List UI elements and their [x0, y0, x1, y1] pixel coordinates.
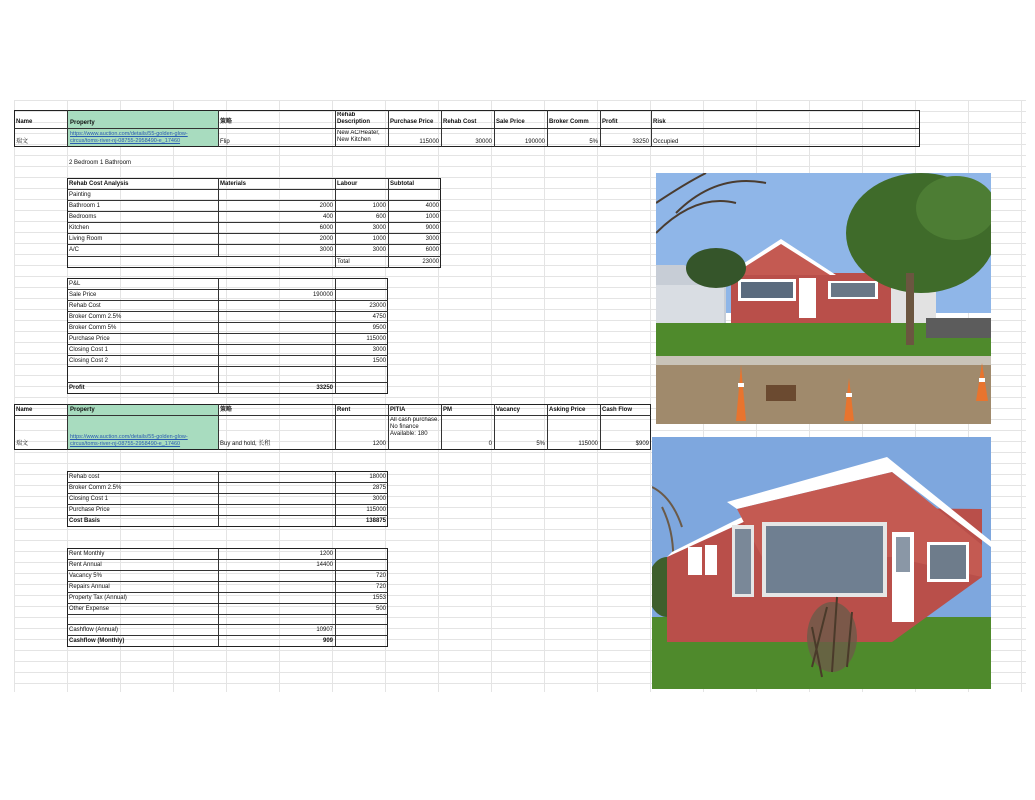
cashflow-row-label: Repairs Annual [69, 584, 110, 590]
flip-strategy: Flip [220, 139, 230, 145]
bedroom-note: 2 Bedroom 1 Bathroom [69, 160, 132, 166]
hold-header-name: Name [16, 407, 33, 413]
pl-title: P&L [69, 281, 81, 287]
rehab-item: Bedrooms [69, 214, 97, 220]
rehab-subtotal: 1000 [425, 214, 439, 220]
hold-name: 瑞文 [16, 441, 29, 447]
flip-purchase-price: 115000 [419, 139, 439, 145]
rehab-subtotal: 4000 [425, 203, 439, 209]
hold-cash-flow: $909 [635, 441, 649, 447]
house-side-photo [652, 437, 991, 689]
hold-header-cash-flow: Cash Flow [602, 407, 633, 413]
flip-risk: Occupied [653, 139, 679, 145]
flip-sale-price: 190000 [524, 139, 545, 145]
hold-header-rent: Rent [337, 407, 351, 413]
hold-pm: 0 [488, 441, 492, 447]
rehab-item: Painting [69, 192, 91, 198]
flip-header-profit: Profit [602, 119, 618, 125]
basis-row-value: 3000 [372, 496, 386, 502]
pl-profit-label: Profit [69, 385, 85, 391]
cashflow-annual-value: 10907 [316, 627, 333, 633]
hold-header-vacancy: Vacancy [496, 407, 521, 413]
rehab-header-materials: Materials [220, 181, 247, 187]
hold-header-asking-price: Asking Price [549, 407, 586, 413]
flip-header-risk: Risk [653, 119, 666, 125]
rehab-header-labour: Labour [337, 181, 358, 187]
rehab-header-subtotal: Subtotal [390, 181, 414, 187]
rehab-item: A/C [69, 247, 80, 253]
rehab-subtotal: 3000 [425, 236, 439, 242]
basis-total-label: Cost Basis [69, 518, 101, 524]
cashflow-row-label: Rent Annual [69, 562, 102, 568]
flip-header-broker-comm: Broker Comm [549, 119, 589, 125]
pl-row-value: 115000 [366, 336, 386, 342]
rehab-labour: 600 [375, 214, 386, 220]
flip-property-link[interactable]: https://www.auction.com/details/55-golden-glow-circus/toms-river-nj-08755-2958490-e_17460 [68, 129, 218, 146]
rehab-materials: 2000 [319, 203, 333, 209]
pl-row-value: 1500 [372, 358, 386, 364]
pl-row-label: Broker Comm 5% [69, 325, 117, 331]
hold-header-strategy: 策略 [220, 407, 233, 413]
cashflow-row-col2: 500 [375, 606, 386, 612]
rehab-total-label: Total [337, 259, 350, 265]
cashflow-row-col2: 1553 [372, 595, 386, 601]
rehab-item: Bathroom 1 [69, 203, 101, 209]
pl-row-label: Rehab Cost [69, 303, 101, 309]
hold-rent: 1200 [372, 441, 386, 447]
cashflow-row-col2: 720 [375, 573, 386, 579]
flip-header-rehab-cost: Rehab Cost [443, 119, 477, 125]
cashflow-annual-label: Cashflow (Annual) [69, 627, 119, 633]
cashflow-row-col2: 720 [375, 584, 386, 590]
rehab-labour: 3000 [372, 225, 386, 231]
rehab-item: Kitchen [69, 225, 90, 231]
rehab-item: Living Room [69, 236, 103, 242]
basis-row-value: 2875 [372, 485, 386, 491]
pl-row-value: 23000 [369, 303, 386, 309]
pl-profit-value: 33250 [316, 385, 333, 391]
pl-sale-price-value: 190000 [312, 292, 333, 298]
basis-row-label: Closing Cost 1 [69, 496, 109, 502]
hold-header-property: Property [68, 405, 218, 415]
hold-asking-price: 115000 [578, 441, 598, 447]
rehab-materials: 3000 [319, 247, 333, 253]
cashflow-monthly-value: 909 [322, 638, 333, 644]
rehab-total-value: 23000 [422, 259, 439, 265]
rehab-subtotal: 6000 [425, 247, 439, 253]
rehab-labour: 1000 [372, 236, 386, 242]
pl-row-label: Broker Comm 2.5% [69, 314, 122, 320]
cashflow-row-label: Vacancy 5% [69, 573, 102, 579]
cashflow-row-label: Other Expense [69, 606, 110, 612]
hold-header-pm: PM [443, 407, 452, 413]
cashflow-row-label: Rent Monthly [69, 551, 105, 557]
cashflow-row-col1: 14400 [316, 562, 333, 568]
hold-strategy: Buy and hold, 长租 [220, 441, 271, 447]
rehab-materials: 2000 [319, 236, 333, 242]
pl-row-label: Closing Cost 2 [69, 358, 109, 364]
pl-row-value: 3000 [372, 347, 386, 353]
basis-row-value: 18000 [369, 474, 386, 480]
pl-row-value: 4750 [372, 314, 386, 320]
house-front-photo [656, 173, 991, 424]
basis-row-label: Purchase Price [69, 507, 110, 513]
cashflow-row-col1: 1200 [319, 551, 333, 557]
rehab-labour: 3000 [372, 247, 386, 253]
hold-property-link[interactable]: https://www.auction.com/details/55-golden-glow-circus/toms-river-nj-08755-2958490-e_17460 [68, 416, 218, 449]
pl-row-label: Closing Cost 1 [69, 347, 109, 353]
rehab-labour: 1000 [372, 203, 386, 209]
basis-total-value: 138875 [365, 518, 386, 524]
flip-header-purchase-price: Purchase Price [390, 119, 434, 125]
flip-header-rehab-desc: Rehab Description [337, 112, 371, 125]
flip-header-sale-price: Sale Price [496, 119, 525, 125]
hold-pitia: All cash purchase. No finance Available: 180 [390, 417, 440, 437]
flip-rehab-cost: 30000 [475, 139, 492, 145]
cashflow-monthly-label: Cashflow (Monthly) [69, 638, 125, 644]
rehab-header-item: Rehab Cost Analysis [69, 181, 129, 187]
hold-header-pitia: PITIA [390, 407, 406, 413]
rehab-subtotal: 9000 [425, 225, 439, 231]
pl-sale-price-label: Sale Price [69, 292, 97, 298]
basis-row-value: 115000 [366, 507, 386, 513]
flip-broker-comm: 5% [589, 139, 598, 145]
flip-header-property: Property [68, 111, 218, 128]
basis-row-label: Broker Comm 2.5% [69, 485, 122, 491]
basis-row-label: Rehab cost [69, 474, 100, 480]
flip-name: 瑞文 [16, 139, 29, 145]
flip-header-name: Name [16, 119, 33, 125]
pl-row-label: Purchase Price [69, 336, 110, 342]
pl-row-value: 9500 [372, 325, 386, 331]
rehab-materials: 6000 [319, 225, 333, 231]
flip-rehab-desc: New AC/Heater, New Kitchen [337, 130, 380, 143]
flip-profit: 33250 [632, 139, 649, 145]
hold-vacancy: 5% [536, 441, 545, 447]
rehab-materials: 400 [322, 214, 333, 220]
cashflow-row-label: Property Tax (Annual) [69, 595, 127, 601]
flip-header-strategy: 策略 [220, 119, 233, 125]
